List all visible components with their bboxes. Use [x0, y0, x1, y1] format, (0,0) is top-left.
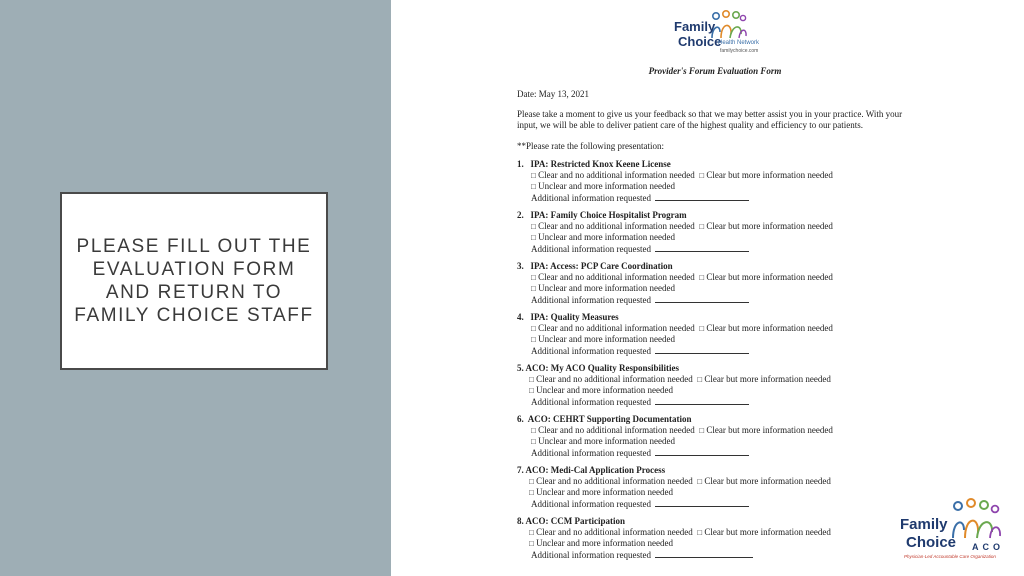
- option-label: Clear but more information needed: [706, 424, 833, 435]
- option-label: Unclear and more information needed: [538, 334, 676, 344]
- additional-label: Additional information requested: [531, 447, 651, 458]
- checkbox-unclear[interactable]: □: [531, 335, 536, 344]
- question-title: 1. IPA: Restricted Knox Keene License: [517, 159, 671, 169]
- additional-row: [517, 193, 917, 204]
- additional-label: Additional information requested: [531, 345, 651, 356]
- checkbox-clear[interactable]: □: [529, 476, 534, 486]
- additional-row: [517, 499, 917, 510]
- additional-row: [517, 448, 917, 459]
- option-row: [517, 425, 917, 437]
- checkbox-clear-more[interactable]: □: [697, 527, 703, 537]
- option-label: Unclear and more information needed: [538, 283, 676, 293]
- question-8: [517, 516, 917, 560]
- option-label: Clear but more information needed: [706, 322, 833, 333]
- people-icon: [948, 498, 1002, 542]
- logo-url: familychoice.com: [720, 48, 759, 54]
- question-title: 4. IPA: Quality Measures: [517, 312, 619, 322]
- checkbox-clear-more[interactable]: □: [699, 425, 705, 435]
- family-choice-aco-logo: [898, 498, 1010, 564]
- option-label: Clear and no additional information needed: [536, 526, 693, 537]
- option-label: Clear and no additional information needed: [538, 322, 695, 333]
- form-date: Date: May 13, 2021: [517, 89, 589, 99]
- checkbox-clear[interactable]: □: [529, 527, 534, 537]
- question-title: 3. IPA: Access: PCP Care Coordination: [517, 261, 673, 271]
- option-row: [517, 170, 917, 182]
- additional-label: Additional information requested: [531, 192, 651, 203]
- option-label: Clear and no additional information needed: [538, 169, 695, 180]
- option-row: [517, 527, 917, 539]
- checkbox-clear-more[interactable]: □: [699, 272, 705, 282]
- checkbox-unclear[interactable]: □: [531, 233, 536, 242]
- option-label: Unclear and more information needed: [538, 232, 676, 242]
- additional-label: Additional information requested: [531, 498, 651, 509]
- question-title: 8. ACO: CCM Participation: [517, 516, 625, 526]
- option-label: Clear but more information needed: [706, 169, 833, 180]
- checkbox-unclear[interactable]: □: [531, 437, 536, 446]
- additional-label: Additional information requested: [531, 549, 651, 560]
- option-row: [517, 181, 917, 193]
- option-row: [517, 232, 917, 244]
- checkbox-unclear[interactable]: □: [529, 488, 534, 497]
- checkbox-clear[interactable]: □: [531, 272, 536, 282]
- checkbox-clear[interactable]: □: [531, 221, 536, 231]
- option-row: [517, 487, 917, 499]
- option-row: [517, 221, 917, 233]
- checkbox-clear-more[interactable]: □: [697, 476, 703, 486]
- option-label: Clear and no additional information needed: [538, 271, 695, 282]
- form-title: Provider's Forum Evaluation Form: [648, 66, 782, 76]
- option-label: Clear and no additional information needed: [536, 373, 693, 384]
- question-5: [517, 363, 917, 407]
- logo-word-family: Family: [900, 516, 948, 533]
- rate-prompt: **Please rate the following presentation:: [517, 141, 664, 151]
- option-label: Unclear and more information needed: [538, 436, 676, 446]
- option-label: Clear but more information needed: [706, 220, 833, 231]
- logo-subtitle: Health Network: [718, 40, 760, 46]
- checkbox-clear-more[interactable]: □: [699, 221, 705, 231]
- option-label: Clear but more information needed: [704, 475, 831, 486]
- additional-blank[interactable]: [655, 550, 753, 558]
- family-choice-health-network-logo: [672, 10, 768, 60]
- option-label: Clear and no additional information needed: [538, 424, 695, 435]
- slide-title: PLEASE FILL OUT THE EVALUATION FORM AND RETURN TO FAMILY CHOICE STAFF: [74, 236, 314, 326]
- logo-word-family: Family: [674, 19, 716, 34]
- question-title: 7. ACO: Medi-Cal Application Process: [517, 465, 666, 475]
- additional-row: [517, 295, 917, 306]
- checkbox-unclear[interactable]: □: [529, 539, 534, 548]
- logo-subtitle: Physician-Led Accountable Care Organization: [904, 554, 996, 559]
- option-row: [517, 476, 917, 488]
- question-4: [517, 312, 917, 356]
- option-label: Unclear and more information needed: [538, 181, 676, 191]
- logo-word-choice: Choice: [678, 34, 722, 49]
- checkbox-clear[interactable]: □: [531, 425, 536, 435]
- option-row: [517, 538, 917, 550]
- additional-blank[interactable]: [655, 499, 749, 507]
- checkbox-clear-more[interactable]: □: [699, 170, 705, 180]
- additional-blank[interactable]: [655, 244, 749, 252]
- option-label: Unclear and more information needed: [536, 487, 674, 497]
- additional-label: Additional information requested: [531, 294, 651, 305]
- additional-label: Additional information requested: [531, 396, 651, 407]
- question-1: [517, 159, 917, 203]
- additional-row: [517, 244, 917, 255]
- option-label: Clear and no additional information needed: [538, 220, 695, 231]
- additional-row: [517, 346, 917, 357]
- option-row: [517, 374, 917, 386]
- left-panel: [0, 0, 391, 576]
- option-label: Clear and no additional information needed: [536, 475, 693, 486]
- option-label: Clear but more information needed: [704, 526, 831, 537]
- title-box: [60, 192, 328, 370]
- additional-blank[interactable]: [655, 397, 749, 405]
- question-6: [517, 414, 917, 458]
- option-label: Unclear and more information needed: [536, 538, 674, 548]
- additional-blank[interactable]: [655, 193, 749, 201]
- option-row: [517, 436, 917, 448]
- checkbox-clear[interactable]: □: [529, 374, 534, 384]
- option-row: [517, 385, 917, 397]
- additional-row: [517, 397, 917, 408]
- option-row: [517, 323, 917, 335]
- option-label: Clear but more information needed: [706, 271, 833, 282]
- option-label: Clear but more information needed: [704, 373, 831, 384]
- additional-blank[interactable]: [655, 448, 749, 456]
- logo-aco: ACO: [972, 542, 1004, 552]
- question-title: 6. ACO: CEHRT Supporting Documentation: [517, 414, 692, 424]
- option-label: Unclear and more information needed: [536, 385, 674, 395]
- option-row: [517, 334, 917, 346]
- additional-label: Additional information requested: [531, 243, 651, 254]
- checkbox-clear-more[interactable]: □: [697, 374, 703, 384]
- checkbox-unclear[interactable]: □: [529, 386, 534, 395]
- option-row: [517, 272, 917, 284]
- option-row: [517, 283, 917, 295]
- additional-blank[interactable]: [655, 295, 749, 303]
- question-title: 2. IPA: Family Choice Hospitalist Program: [517, 210, 687, 220]
- checkbox-clear[interactable]: □: [531, 323, 536, 333]
- question-7: [517, 465, 917, 509]
- question-3: [517, 261, 917, 305]
- question-title: 5. ACO: My ACO Quality Responsibilities: [517, 363, 680, 373]
- checkbox-clear[interactable]: □: [531, 170, 536, 180]
- checkbox-unclear[interactable]: □: [531, 284, 536, 293]
- additional-blank[interactable]: [655, 346, 749, 354]
- checkbox-clear-more[interactable]: □: [699, 323, 705, 333]
- checkbox-unclear[interactable]: □: [531, 182, 536, 191]
- logo-word-choice: Choice: [906, 534, 957, 551]
- question-2: [517, 210, 917, 254]
- additional-row: [517, 550, 917, 561]
- form-intro: Please take a moment to give us your feedback so that we may better assist you in your practice. With your input, we will be able to deliver patient care of the highest quality and efficiency to our patients.: [517, 109, 903, 130]
